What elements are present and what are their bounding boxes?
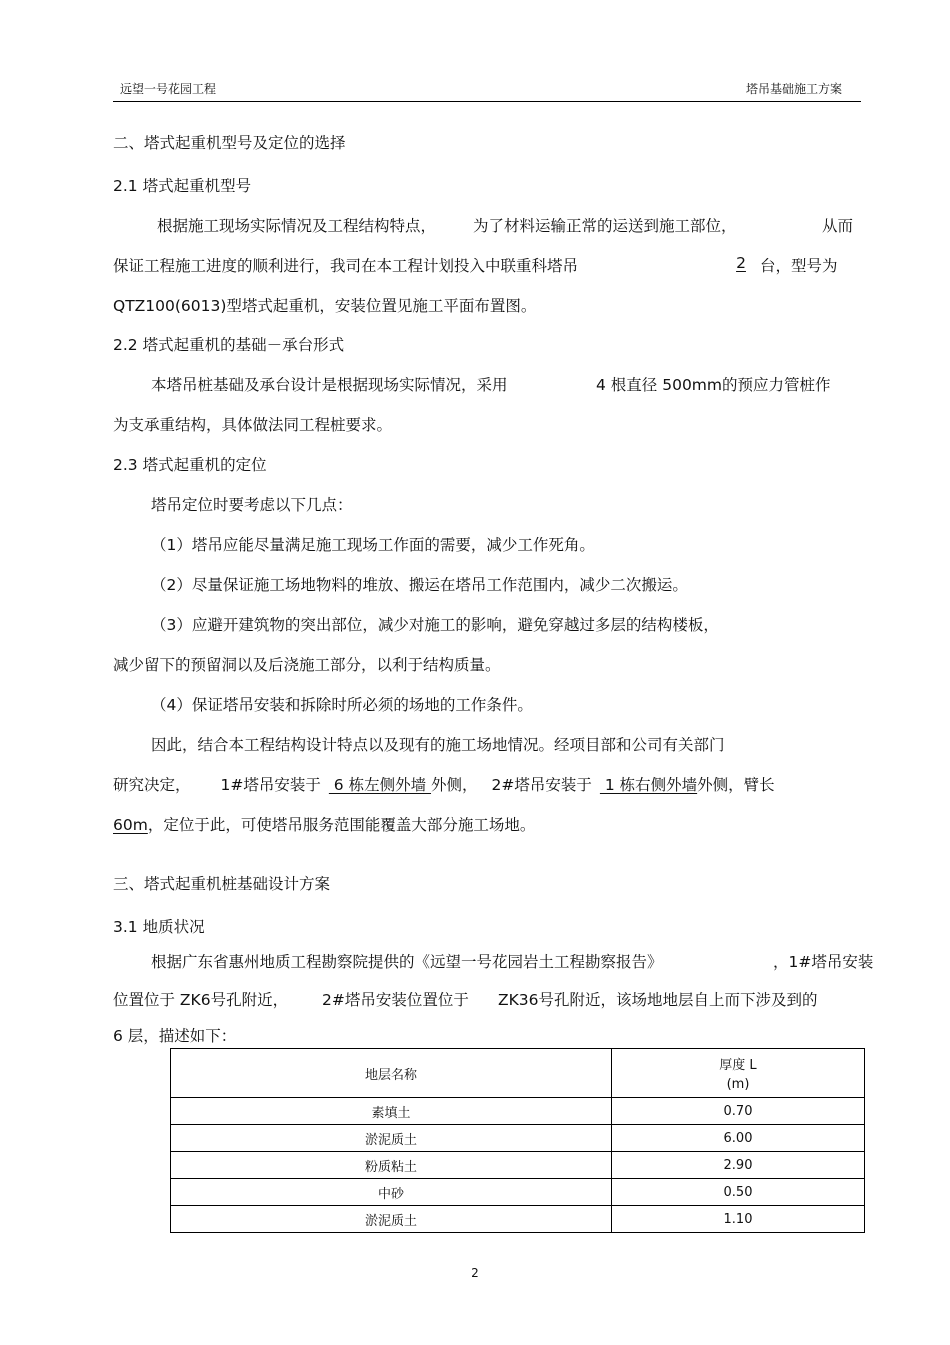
layer-name-cell: 中砂 — [171, 1179, 612, 1206]
list-item-3: （3）应避开建筑物的突出部位，减少对施工的影响，避免穿越过多层的结构楼板， — [151, 616, 719, 634]
strata-table — [170, 1048, 865, 1233]
page-number: 2 — [471, 1266, 479, 1280]
para-2-1-line3: QTZ100(6013)型塔式起重机，安装位置见施工平面布置图。 — [113, 297, 537, 315]
para-3-1-line2a: 位置位于 ZK6号孔附近， — [113, 991, 289, 1009]
para-3-1-line3: 6 层，描述如下： — [113, 1027, 237, 1045]
conclusion-text-e: 外侧，臂长 — [697, 776, 775, 794]
conclusion-text-c: 外侧， — [431, 776, 478, 794]
para-2-1-line1b: 为了材料运输正常的运送到施工部位， — [473, 217, 737, 235]
table-row — [171, 1152, 865, 1179]
crane-1-label: 1#塔吊安装于 — [220, 776, 321, 794]
table-row — [171, 1098, 865, 1125]
section-2-title: 二、塔式起重机型号及定位的选择 — [113, 134, 346, 152]
list-item-2: （2）尽量保证施工场地物料的堆放、搬运在塔吊工作范围内，减少二次搬运。 — [151, 576, 688, 594]
para-2-1-line2b: 台，型号为 — [760, 257, 838, 275]
list-item-3-cont: 减少留下的预留洞以及后浇施工部分，以利于结构质量。 — [113, 656, 501, 674]
para-2-2-line2: 为支承重结构，具体做法同工程桩要求。 — [113, 416, 393, 434]
heading-2-2: 2.2 塔式起重机的基础－承台形式 — [113, 336, 345, 354]
para-3-1-line2b: 2#塔吊安装位置位于 — [322, 991, 469, 1009]
layer-name-cell: 粉质粘土 — [171, 1152, 612, 1179]
heading-2-3: 2.3 塔式起重机的定位 — [113, 456, 267, 474]
thickness-cell: 1.10 — [612, 1206, 865, 1233]
para-2-1-line1a: 根据施工现场实际情况及工程结构特点， — [157, 217, 437, 235]
conclusion-text-a: 研究决定， — [113, 776, 191, 794]
header-rule — [113, 101, 861, 102]
table-header-row — [171, 1049, 865, 1098]
layer-name-cell: 素填土 — [171, 1098, 612, 1125]
para-2-1-line2a: 保证工程施工进度的顺利进行，我司在本工程计划投入中联重科塔吊 — [113, 257, 579, 275]
para-3-1-line2c: ZK36号孔附近，该场地地层自上而下涉及到的 — [498, 991, 818, 1009]
conclusion-line2 — [113, 773, 775, 795]
layer-name-cell: 淤泥质土 — [171, 1125, 612, 1152]
para-2-1-line1c: 从而 — [822, 217, 854, 235]
header-document-title: 塔吊基础施工方案 — [745, 82, 842, 96]
section-3-title: 三、塔式起重机桩基础设计方案 — [113, 875, 331, 893]
para-3-1-line1b: ，1#塔吊安装 — [773, 953, 874, 971]
para-2-3-intro: 塔吊定位时要考虑以下几点： — [151, 496, 353, 514]
table-row — [171, 1206, 865, 1233]
col-header-thickness — [612, 1049, 865, 1098]
crane-1-location: 6 栋左侧外墙 — [328, 776, 432, 794]
tower-crane-quantity: 2 — [736, 254, 746, 272]
thickness-cell: 0.70 — [612, 1098, 865, 1125]
para-2-2-line1b: 4 根直径 500mm的预应力管桩作 — [596, 376, 831, 394]
col-header-thickness-label: 厚度 L — [719, 1058, 757, 1073]
thickness-cell: 0.50 — [612, 1179, 865, 1206]
table-row — [171, 1179, 865, 1206]
layer-name-cell: 淤泥质土 — [171, 1206, 612, 1233]
heading-3-1: 3.1 地质状况 — [113, 918, 205, 936]
crane-2-label: 2#塔吊安装于 — [491, 776, 592, 794]
conclusion-line3 — [113, 813, 535, 835]
col-header-layer-name: 地层名称 — [171, 1049, 612, 1098]
crane-2-location: 1 栋右侧外墙 — [599, 776, 698, 794]
para-3-1-line1a: 根据广东省惠州地质工程勘察院提供的《远望一号花园岩土工程勘察报告》 — [151, 953, 663, 971]
para-2-2-line1a: 本塔吊桩基础及承台设计是根据现场实际情况，采用 — [151, 376, 508, 394]
heading-2-1: 2.1 塔式起重机型号 — [113, 177, 252, 195]
conclusion-line1: 因此，结合本工程结构设计特点以及现有的施工场地情况。经项目部和公司有关部门 — [151, 736, 725, 754]
conclusion-text-final: ，定位于此，可使塔吊服务范围能覆盖大部分施工场地。 — [147, 816, 536, 834]
jib-length: 60m — [113, 816, 148, 834]
list-item-4: （4）保证塔吊安装和拆除时所必须的场地的工作条件。 — [151, 696, 533, 714]
thickness-cell: 2.90 — [612, 1152, 865, 1179]
thickness-cell: 6.00 — [612, 1125, 865, 1152]
list-item-1: （1）塔吊应能尽量满足施工现场工作面的需要，减少工作死角。 — [151, 536, 595, 554]
table-row — [171, 1125, 865, 1152]
col-header-thickness-unit: (m) — [726, 1077, 750, 1092]
header-project-name: 远望一号花园工程 — [120, 82, 217, 96]
